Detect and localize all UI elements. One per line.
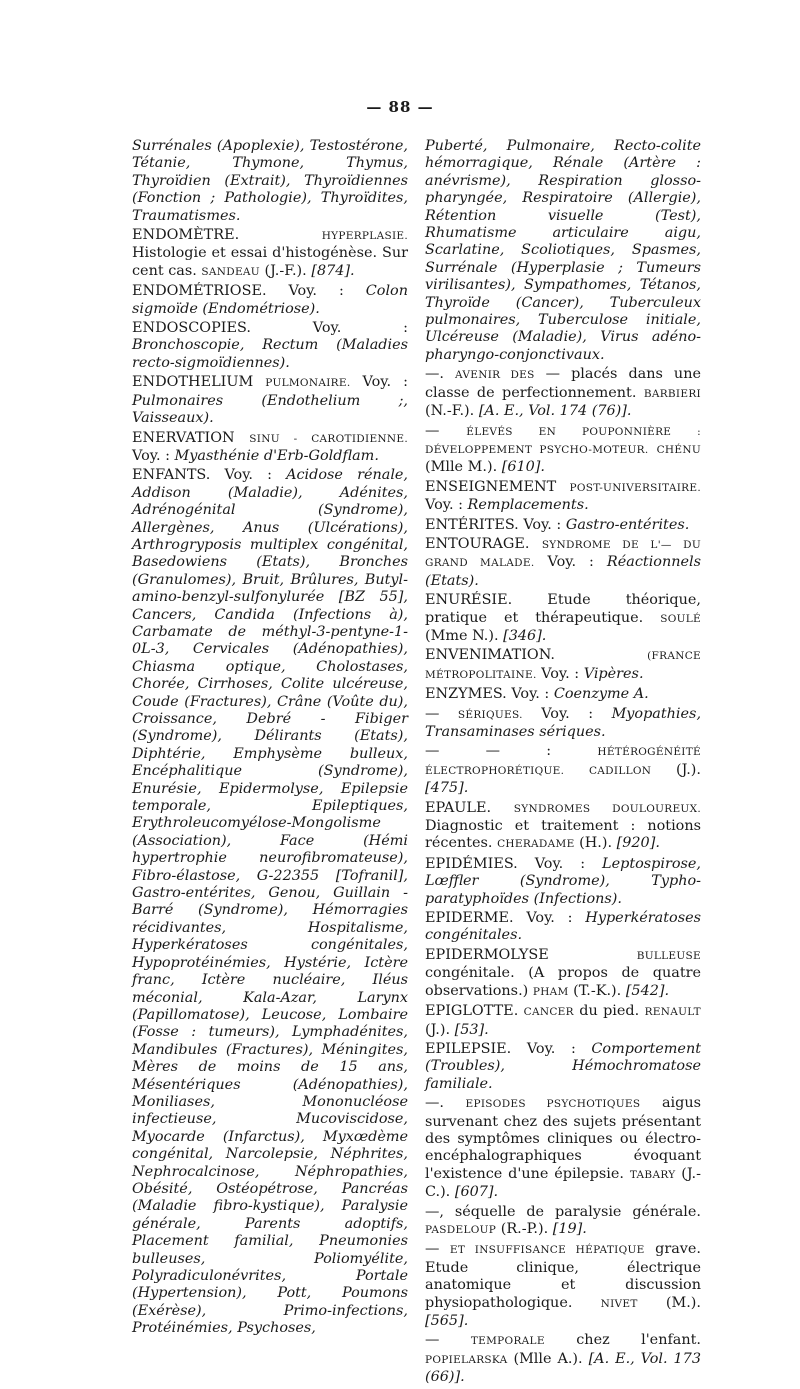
entry-text: Voy. : xyxy=(522,705,612,722)
italic-text: [A. E., Vol. 174 (76)]. xyxy=(478,403,632,420)
italic-text: Leptospirose, Lœffler (Syndrome), Typho-paratyphoïdes (Infections). xyxy=(425,855,701,907)
entry-text: du pied. xyxy=(573,1003,645,1020)
small-caps-text: AVENIR DES xyxy=(455,369,535,382)
italic-text: Puberté, Pulmonaire, Recto-colite hémorragique, Rénale (Artère : anévrisme), Respiration glosso-pharyngée, Respiratoire (Allergie), Rétention visuelle (Test), Rhumatisme articulaire aigu, Scarlatine, Scoliotiques, Spasmes, Surrénale (Hyperplasie ; Tumeurs virilisantes), Sympathomes, Tétanos, Thyroïde (Cancer), Tuberculeux pulmonaires, Tuberculose initiale, Ulcéreuse (Maladie), Virus adéno-pharyngo-conjonctivaux. xyxy=(425,138,701,363)
small-caps-text: EPISODES PSYCHOTIQUES xyxy=(465,1098,641,1111)
index-entry xyxy=(425,517,701,534)
entry-text: EPILEPSIE. Voy. : xyxy=(425,1040,592,1057)
entry-text: ENDOSCOPIES. Voy. : xyxy=(132,320,408,337)
small-caps-text: RENAULT xyxy=(644,1006,701,1019)
index-entry xyxy=(425,686,701,703)
small-caps-text: PASDELOUP xyxy=(425,1223,497,1236)
small-caps-text: SYNDROME DE L'— DU GRAND MALADE. xyxy=(425,538,701,570)
small-caps-text: SOULÉ xyxy=(660,612,701,625)
index-entry xyxy=(132,320,408,372)
entry-text: congénitale. (A propos de quatre observations.) xyxy=(425,965,701,999)
index-entry xyxy=(425,1241,701,1330)
entry-text: ENDOMÈTRE. xyxy=(132,227,322,244)
index-entry xyxy=(132,467,408,1337)
entry-text: chez l'enfant. xyxy=(544,1332,702,1349)
italic-text: [53]. xyxy=(454,1021,489,1038)
entry-text: — xyxy=(425,705,458,722)
entry-text: ENTOURAGE. xyxy=(425,535,542,552)
index-entry xyxy=(132,374,408,427)
entry-text: (T.-K.). xyxy=(568,982,626,999)
entry-text: Voy. : xyxy=(350,374,408,391)
index-entry xyxy=(132,227,408,281)
index-entry xyxy=(425,1204,701,1240)
entry-text: EPIDERMOLYSE xyxy=(425,946,637,963)
index-entry xyxy=(425,947,701,1001)
small-caps-text: POPIELARSKA xyxy=(425,1353,508,1366)
entry-text: EPAULE. xyxy=(425,799,514,816)
index-entry xyxy=(425,1332,701,1386)
index-entry xyxy=(425,910,701,945)
page-number: — 88 — xyxy=(366,98,434,116)
index-entry xyxy=(425,366,701,420)
small-caps-text: TABARY xyxy=(629,1168,676,1181)
small-caps-text: ET INSUFFISANCE HÉPATIQUE xyxy=(449,1244,645,1257)
entry-text: — xyxy=(425,422,467,439)
index-entry xyxy=(425,592,701,645)
small-caps-text: CHERADAME xyxy=(497,838,575,851)
entry-text: (Mme N.). xyxy=(425,627,504,644)
small-caps-text: NIVET xyxy=(600,1297,638,1310)
entry-text: — placés dans une classe de perfectionnement. xyxy=(425,366,701,401)
entry-text: (J.-C.). xyxy=(425,1165,701,1201)
entry-text: Voy. : xyxy=(425,497,468,514)
entry-text: ENFANTS. Voy. : xyxy=(132,467,287,484)
index-entry xyxy=(425,647,701,684)
italic-text: Acidose rénale, Addison (Maladie), Adénites, Adrénogénital (Syndrome), Allergènes, Anus (Ulcérations), Arthrogryposis multiplex congénital, Basedowiens (Etats), Bronches (Granulomes), Bruit, Brûlures, Butyl-amino-benzyl-sulfonylurée [BZ 55], Cancers, Candida (Infections à), Carbamate de méthyl-3-pentyne-1-0L-3, Cervicales (Adénopathies), Chiasma optique, Cholostases, Chorée, Cirrhoses, Colite ulcéreuse, Coude (Fractures), Crâne (Voûte du), Croissance, Debré - Fibiger (Syndrome), Délirants (Etats), Diphtérie, Emphysème bulleux, Encéphalitique (Syndrome), Enurésie, Epidermolyse, Epilepsie temporale, Epileptiques, Erythroleucomyélose-Mongolisme (Association), Face (Hémi hypertrophie neurofibromateuse), Fibro-élastose, G-22355 [Tofranil], Gastro-entérites, Genou, Guillain - Barré (Syndrome), Hémorragies récidivantes, Hospitalisme, Hyperkératoses congénitales, Hypoprotéinémies, Hystérie, Ictère franc, Ictère nucléaire, Iléus méconial, Kala-Azar, Larynx (Papillomatose), Leucose, Lombaire (Fosse : tumeurs), Lymphadénites, Mandibules (Fractures), Méningites, Mères de moins de 15 ans, Mésentériques (Adénopathies), Moniliases, Mononucléose infectieuse, Mucoviscidose, Myocarde (Infarctus), Myxœdème congénital, Narcolepsie, Néphrites, Nephrocalcinose, Néphropathies, Obésité, Ostéopétrose, Pancréas (Maladie fibro-kystique), Paralysie générale, Parents adoptifs, Placement familial, Pneumonies bulleuses, Poliomyélite, Polyradiculonévrites, Portale (Hypertension), Pott, Poumons (Exérèse), Primo-infections, Protéinémies, Psychoses, xyxy=(132,467,409,1337)
entry-text: — xyxy=(425,1241,450,1258)
index-entry xyxy=(425,800,701,854)
italic-text: Myopathies, Transaminases sériques. xyxy=(425,705,702,740)
entry-text: (M.). xyxy=(637,1294,701,1311)
entry-text: (J.). xyxy=(651,761,701,778)
entry-text: (Mlle M.). xyxy=(425,459,502,476)
entry-text: — xyxy=(425,1332,471,1349)
entry-text: ENDOMÉTRIOSE. Voy. : xyxy=(132,283,366,300)
entry-text: —, séquelle de paralysie générale. xyxy=(425,1203,701,1220)
entry-text xyxy=(564,762,589,778)
small-caps-text: POST-UNIVERSITAIRE. xyxy=(569,481,701,494)
index-entry xyxy=(425,743,701,797)
entry-text: —. xyxy=(425,1095,466,1112)
index-entry xyxy=(425,536,701,590)
entry-text: aigus survenant chez des sujets présentant des symptômes cliniques ou électro-encéphalographiques évoquant l'existence d'une épilepsie. xyxy=(425,1095,701,1182)
entry-text: (N.-F.). xyxy=(425,403,479,420)
italic-text: [610]. xyxy=(501,459,545,476)
small-caps-text: PULMONAIRE. xyxy=(265,377,351,390)
index-entry xyxy=(425,1041,701,1093)
small-caps-text: BARBIERI xyxy=(643,387,701,400)
italic-text: Hyperkératoses congénitales. xyxy=(425,910,701,944)
index-entry xyxy=(425,423,701,477)
entry-text: Diagnostic et traitement : notions récentes. xyxy=(425,818,701,852)
entry-text: ENZYMES. Voy. : xyxy=(425,686,554,703)
italic-text: [920]. xyxy=(616,835,660,852)
italic-text: [874]. xyxy=(311,262,355,279)
index-entry xyxy=(425,138,701,364)
entry-text: grave. Etude clinique, électrique anatomique et discussion physiopathologique. xyxy=(425,1241,701,1311)
entry-text: Voy. : xyxy=(536,665,584,682)
small-caps-text: CADILLON xyxy=(588,764,652,777)
small-caps-text: CHÉNU xyxy=(656,443,701,456)
small-caps-text: (FRANCE MÉTROPOLITAINE. xyxy=(425,650,701,681)
entry-text: —. xyxy=(425,366,455,383)
italic-text: Réactionnels (Etats). xyxy=(425,554,702,589)
entry-text: (J.). xyxy=(425,1021,455,1038)
italic-text: [346]. xyxy=(503,627,547,644)
italic-text: Remplacements. xyxy=(467,497,589,514)
small-caps-text: SINU - CAROTIDIENNE. xyxy=(249,432,408,445)
italic-text: Comportement (Troubles), Hémochromatose familiale. xyxy=(425,1040,701,1092)
entry-text: ENTÉRITES. Voy. : xyxy=(425,516,566,533)
entry-text: (Mlle A.). xyxy=(507,1350,589,1367)
italic-text: Surrénales (Apoplexie), Testostérone, Tétanie, Thymone, Thymus, Thyroïdien (Extrait), Thyroïdiennes (Fonction ; Pathologie), Thyroïdites, Traumatismes. xyxy=(132,138,408,224)
italic-text: Pulmonaires (Endothelium ;, Vaisseaux). xyxy=(132,392,408,427)
italic-text: [19]. xyxy=(552,1220,587,1237)
italic-text: Coenzyme A. xyxy=(553,686,649,703)
entry-text: ENSEIGNEMENT xyxy=(425,478,570,495)
index-entry xyxy=(425,706,701,742)
right-column xyxy=(425,138,701,1389)
entry-text: EPIGLOTTE. xyxy=(425,1003,524,1020)
small-caps-text: SANDEAU xyxy=(201,265,260,278)
entry-text: ENDOTHELIUM xyxy=(132,374,266,391)
left-column xyxy=(132,138,408,1340)
entry-text: EPIDERME. Voy. : xyxy=(425,910,586,927)
italic-text: [A. E., Vol. 173 (66)]. xyxy=(425,1350,701,1386)
italic-text: Gastro-entérites. xyxy=(565,516,690,533)
entry-text: — — : xyxy=(425,743,598,760)
entry-text: (J.-F.). xyxy=(259,262,312,279)
index-entry xyxy=(425,479,701,515)
small-caps-text: PHAM xyxy=(532,985,569,998)
entry-text: Histologie et essai d'histogénèse. Sur cent cas. xyxy=(132,245,408,279)
small-caps-text: ÉLEVÉS EN POUPONNIÈRE : DÉVELOPPEMENT PSYCHO-MOTEUR. xyxy=(425,425,702,456)
italic-text: [475]. xyxy=(425,780,469,797)
entry-text: (R.-P.). xyxy=(496,1220,553,1237)
italic-text: Vipères. xyxy=(583,665,644,682)
italic-text: Myasthénie d'Erb-Goldflam. xyxy=(174,447,379,464)
index-entry xyxy=(132,138,408,225)
index-entry xyxy=(425,1095,701,1201)
italic-text: Colon sigmoïde (Endométriose). xyxy=(132,283,408,317)
index-entry xyxy=(132,430,408,466)
entry-text: EPIDÉMIES. Voy. : xyxy=(425,855,603,872)
entry-text: ENVENIMATION. xyxy=(425,647,648,664)
small-caps-text: HÉTÉROGÉNÉITÉ ÉLECTROPHORÉTIQUE. xyxy=(425,746,701,777)
small-caps-text: CANCER xyxy=(523,1006,574,1019)
italic-text: [607]. xyxy=(454,1184,499,1201)
italic-text: [542]. xyxy=(625,982,670,999)
small-caps-text: TEMPORALE xyxy=(470,1335,545,1348)
small-caps-text: BULLEUSE xyxy=(636,949,701,962)
small-caps-text: SYNDROMES DOULOUREUX. xyxy=(513,802,701,815)
index-entry xyxy=(425,1003,701,1039)
small-caps-text: SÉRIQUES. xyxy=(457,708,523,721)
small-caps-text: HYPERPLASIE. xyxy=(321,230,408,243)
italic-text: [565]. xyxy=(425,1313,469,1329)
entry-text: Voy. : xyxy=(132,447,175,464)
entry-text: Voy. : xyxy=(534,554,607,571)
index-entry xyxy=(132,283,408,318)
entry-text: ENURÉSIE. Etude théorique, pratique et thérapeutique. xyxy=(425,592,701,626)
index-entry xyxy=(425,856,701,908)
entry-text xyxy=(648,441,656,457)
entry-text: (H.). xyxy=(574,835,617,852)
entry-text: ENERVATION xyxy=(132,429,250,446)
italic-text: Bronchoscopie, Rectum (Maladies recto-sigmoïdiennes). xyxy=(132,337,408,371)
